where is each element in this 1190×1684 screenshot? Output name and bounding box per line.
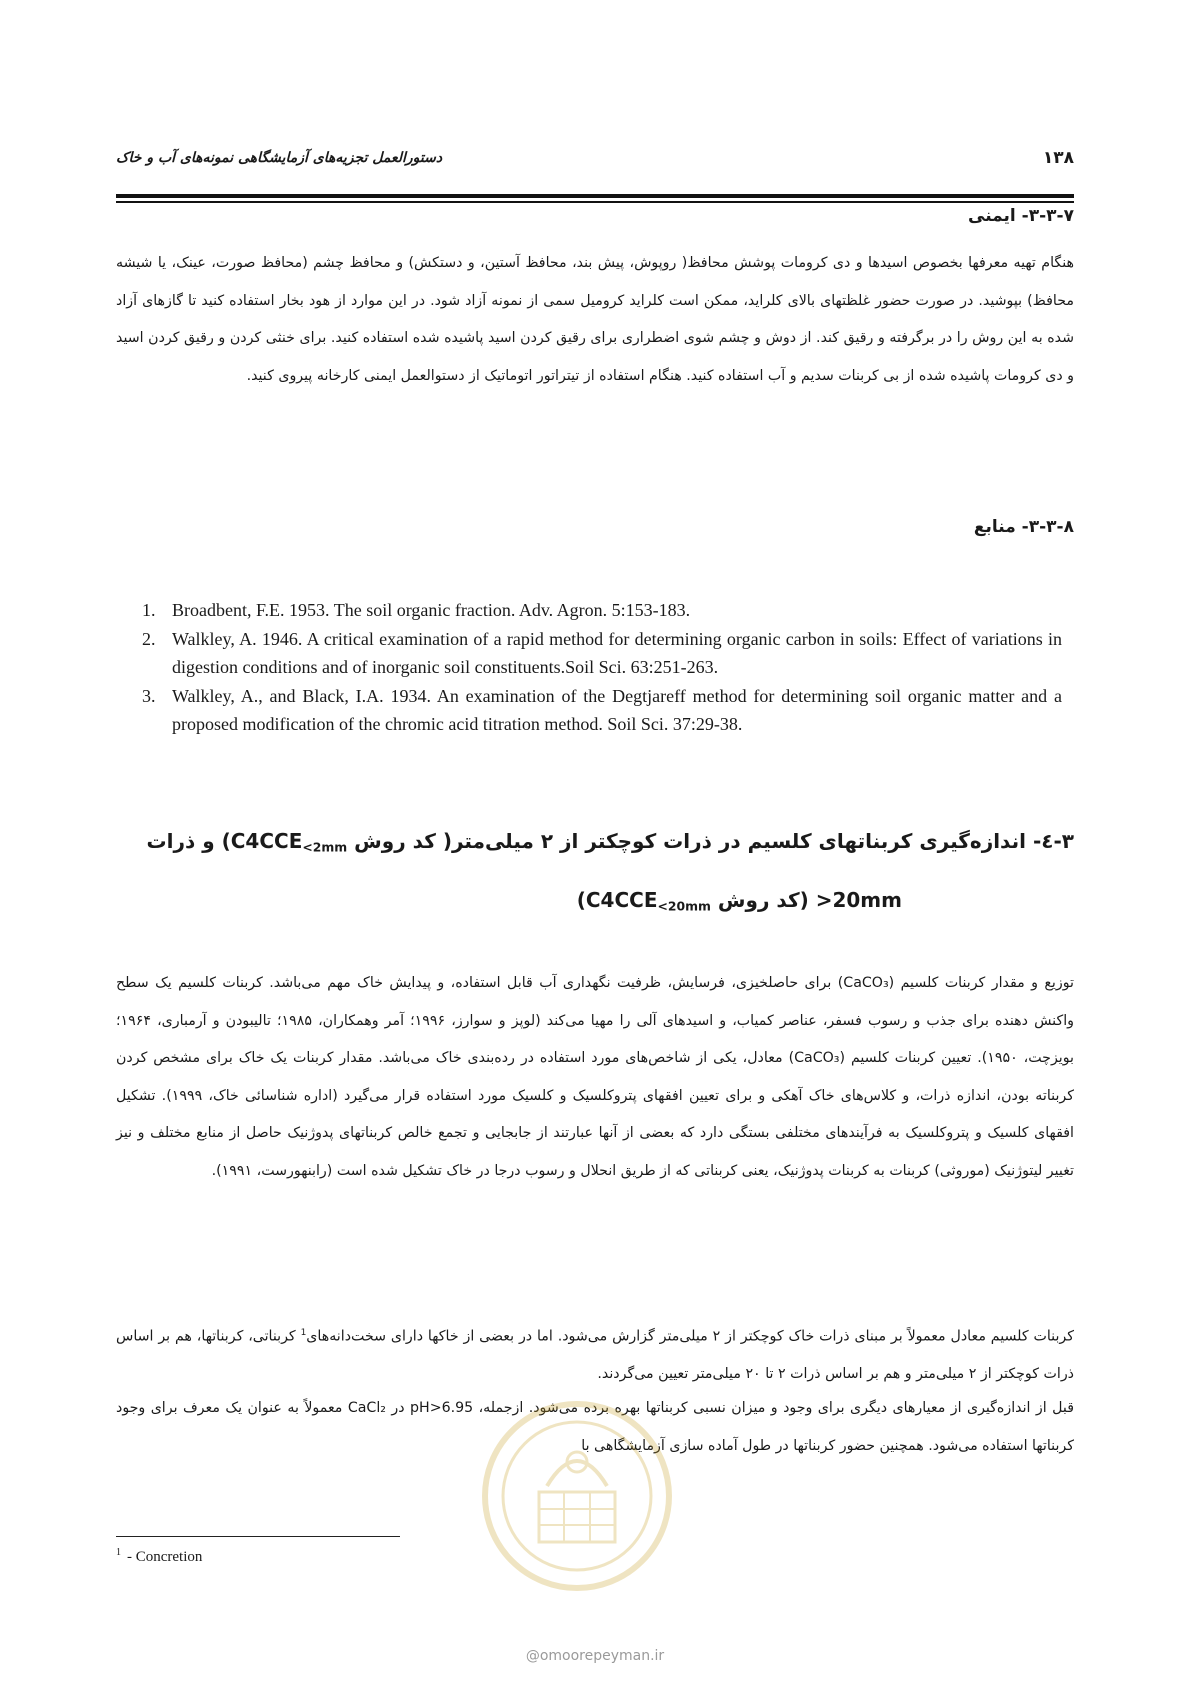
method-code-sub: <2mm [302, 839, 348, 855]
heading-text: >20mm [815, 887, 902, 912]
reference-item [142, 625, 1062, 682]
footnote-rule [116, 1536, 400, 1537]
method-code-main: C4CCE [230, 829, 303, 853]
paragraph-text: کربناتی، کربناتها، هم بر اساس ذرات کوچکتر از ۲ میلی‌متر و هم بر اساس ذرات ۲ تا ۲۰ میلی‌متر تعیین می‌گردند. [116, 1328, 1074, 1383]
footnote-marker: 1 [300, 1328, 307, 1338]
method-code-main: C4CCE [585, 887, 658, 912]
reference-number: 3. [142, 685, 156, 706]
paragraph-text: کربنات کلسیم معادل معمولاً بر مبنای ذرات خاک کوچکتر از ۲ میلی‌متر گزارش می‌شود. اما در بعضی از خاکها دارای سخت‌دانه‌های [306, 1328, 1074, 1345]
footnote [116, 1547, 202, 1566]
reference-text: Broadbent, F.E. 1953. The soil organic fraction. Adv. Agron. 5:153-183. [172, 600, 691, 620]
reference-text: Walkley, A., and Black, I.A. 1934. An examination of the Degtjareff method for determining soil organic matter and a proposed modification of the chromic acid titration method. Soil Sci. 37:29-38. [172, 685, 1062, 734]
carbonate-paragraph-1: توزیع و مقدار کربنات کلسیم (CaCO₃) برای حاصلخیزی، فرسایش، ظرفیت نگهداری آب قابل استفاده، و پیدایش خاک مهم می‌باشد. کربنات کلسیم یک سطح واکنش دهنده برای جذب و رسوب فسفر، عناصر کمیاب، و اسیدهای آلی را مهیا می‌کند (لوپز و سوارز، ۱۹۹۶؛ آمر وهمکاران، ۱۹۸۵؛ تالیبودن و آرمباری، ۱۹۶۴؛ بویزچت، ۱۹۵۰). تعیین کربنات کلسیم (CaCO₃) معادل، یکی از شاخص‌های مورد استفاده در رده‌بندی خاک می‌باشد. مقدار کربنات یک خاک برای مشخص کردن کربناته بودن، اندازه ذرات، و کلاس‌های خاک آهکی و برای تعیین افقهای پتروکلسیک و کلسیک مورد استفاده قرار می‌گیرد (اداره شناسائی خاک، ۱۹۹۹). تشکیل افقهای کلسیک و پتروکلسیک به فرآیندهای مختلفی بستگی دارد که بعضی از آنها عبارتند از جابجایی و تجمع خالص کربناتهای پدوژنیک حاصل از منابع مختلف و نیز تغییر لیتوژنیک (موروثی) کربنات به کربنات پدوژنیک، یعنی کربناتی که از طریق انحلال و رسوب درجا در خاک تشکیل شده است (رابنهورست، ۱۹۹۱). [116, 975, 1075, 1179]
header-rule-thin [116, 201, 1074, 203]
carbonate-heading-line2 [116, 874, 1074, 933]
method-code-2 [586, 888, 711, 912]
section-heading-carbonate [116, 815, 1074, 932]
carbonate-paragraph-2 [116, 1315, 1074, 1394]
reference-list [142, 596, 1062, 739]
reference-number: 1. [142, 600, 156, 620]
heading-text: (کد روش [710, 887, 816, 912]
method-code-sub: <20mm [657, 898, 711, 914]
carbonate-heading-line1 [116, 815, 1074, 874]
book-title: دستورالعمل تجزیه‌های آزمایشگاهی نمونه‌های آب و خاک [116, 150, 443, 166]
reference-number: 2. [142, 628, 156, 649]
heading-text: ۳-٤- اندازه‌گیری کربناتهای کلسیم در ذرات کوچکتر از ۲ میلی‌متر( کد روش [347, 829, 1074, 853]
header-rule-thick [116, 194, 1074, 198]
method-code-1 [231, 829, 347, 853]
running-header [116, 143, 1074, 173]
reference-item [142, 682, 1062, 739]
carbonate-paragraph-3: قبل از اندازه‌گیری از معیارهای دیگری برای وجود و میزان نسبی کربناتها بهره برده می‌شود. ازجمله، pH>6.95 در CaCl₂ معمولاً به عنوان یک معرف برای وجود کربناتها استفاده می‌شود. همچنین حضور کربناتها در طول آماده سازی آزمایشگاهی با [116, 1400, 1074, 1454]
section-heading-safety: ۳-۳-۷- ایمنی [968, 206, 1074, 226]
watermark-url: @omoorepeyman.ir [525, 1648, 665, 1664]
heading-text: ) و ذرات [146, 829, 231, 853]
watermark-seal-icon [477, 1396, 677, 1596]
reference-item [142, 596, 1062, 625]
section-heading-references: ۳-۳-۸- منابع [973, 517, 1074, 537]
safety-paragraph: هنگام تهیه معرفها بخصوص اسیدها و دی کرومات پوشش محافظ( روپوش، پیش بند، محافظ آستین، و دستکش) و محافظ چشم (محافظ صورت، عینک، یا شیشه محافظ) بپوشید. در صورت حضور غلظتهای بالای کلراید، ممکن است کلراید کرومیل سمی از نمونه آزاد شود. در این موارد از هود بخار استفاده کنید تا گازهای آزاد شده به این روش را در برگرفته و رقیق کند. از دوش و چشم شوی اضطراری برای رقیق کردن اسید پاشیده شده استفاده کنید. برای خنثی کردن و رقیق کردن اسید و دی کرومات پاشیده شده از بی کربنات سدیم و آب استفاده کنید. هنگام استفاده از تیتراتور اتوماتیک از دستوالعمل ایمنی کارخانه پیروی کنید. [116, 255, 1074, 384]
footnote-text: - Concretion [127, 1549, 203, 1565]
page-number: ۱۳۸ [1042, 148, 1074, 168]
heading-text: ) [576, 887, 586, 912]
footnote-number: 1 [116, 1547, 121, 1558]
reference-text: Walkley, A. 1946. A critical examination of a rapid method for determining organic carbon in soils: Effect of variations in digestion conditions and of inorganic soil constituents.Soil Sci. 63:251-263. [172, 628, 1062, 677]
